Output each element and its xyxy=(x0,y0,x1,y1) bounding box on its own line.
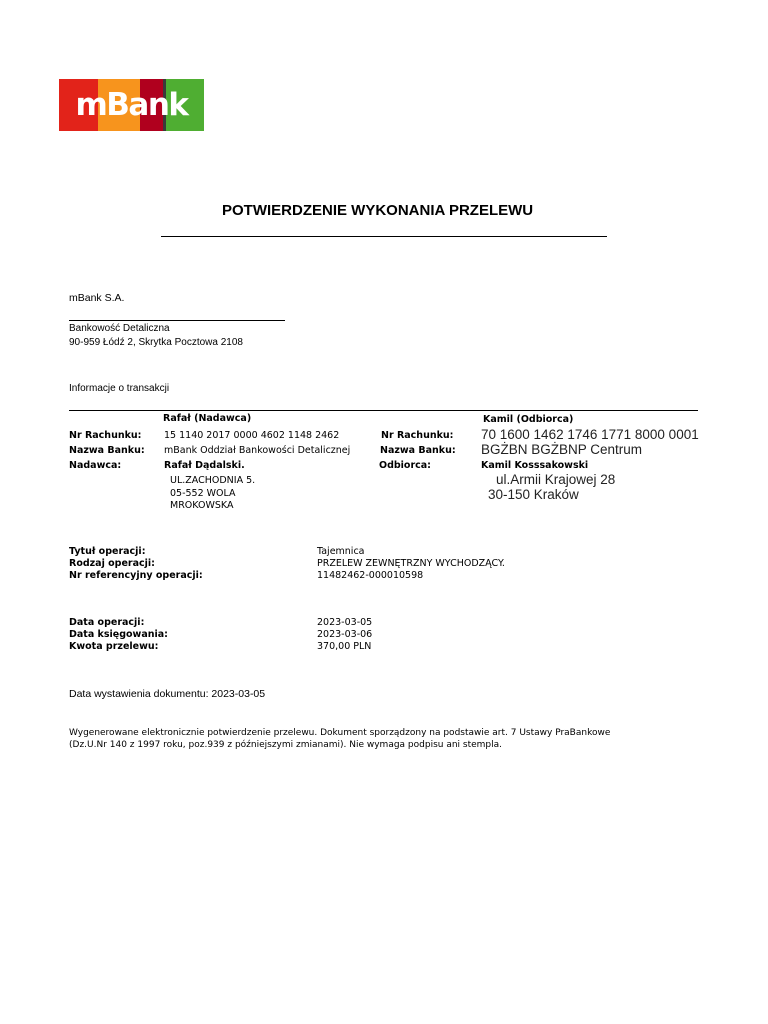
bank-division: Bankowość Detaliczna xyxy=(69,323,170,334)
operation-date-value: 2023-03-05 xyxy=(317,617,373,628)
recipient-account-label: Nr Rachunku: xyxy=(381,430,454,441)
transfer-amount-label: Kwota przelewu: xyxy=(69,641,159,652)
bank-underline xyxy=(69,320,285,321)
mbank-logo xyxy=(59,79,204,131)
sender-address-line: 05-552 WOLA xyxy=(170,488,236,499)
operation-type-label: Rodzaj operacji: xyxy=(69,558,155,569)
footer-note-line: (Dz.U.Nr 140 z 1997 roku, poz.939 z późniejszymi zmianami). Nie wymaga podpisu ani stempla. xyxy=(69,740,503,750)
sender-account-label: Nr Rachunku: xyxy=(69,430,142,441)
operation-title-label: Tytuł operacji: xyxy=(69,546,146,557)
recipient-header: Kamil (Odbiorca) xyxy=(483,414,574,425)
recipient-bank-label: Nazwa Banku: xyxy=(380,445,456,456)
bank-name: mBank S.A. xyxy=(69,292,125,304)
operation-title-value: Tajemnica xyxy=(317,546,365,557)
recipient-person: Kamil Kosssakowski xyxy=(481,460,589,471)
recipient-address-line: ul.Armii Krajowej 28 xyxy=(496,472,616,487)
sender-address-line: MROKOWSKA xyxy=(170,500,234,511)
sender-person: Rafał Dądalski. xyxy=(164,460,245,471)
recipient-person-label: Odbiorca: xyxy=(379,460,431,471)
sender-person-label: Nadawca: xyxy=(69,460,122,471)
sender-bank: mBank Oddział Bankowości Detalicznej xyxy=(164,445,351,456)
recipient-account: 70 1600 1462 1746 1771 8000 0001 xyxy=(481,427,699,442)
sender-bank-label: Nazwa Banku: xyxy=(69,445,145,456)
operation-date-label: Data operacji: xyxy=(69,617,145,628)
recipient-address-line: 30-150 Kraków xyxy=(488,487,579,502)
sender-address-line: UL.ZACHODNIA 5. xyxy=(170,475,256,486)
transaction-heading: Informacje o transakcji xyxy=(69,383,170,394)
booking-date-label: Data księgowania: xyxy=(69,629,168,640)
document-title: POTWIERDZENIE WYKONANIA PRZELEWU xyxy=(222,202,534,219)
recipient-bank: BGŻBN BGŻBNP Centrum xyxy=(481,442,643,457)
bank-address: 90-959 Łódź 2, Skrytka Pocztowa 2108 xyxy=(69,337,243,348)
logo-text: mBank xyxy=(75,87,188,123)
title-underline xyxy=(161,236,607,237)
sender-account: 15 1140 2017 0000 4602 1148 2462 xyxy=(164,430,340,441)
footer-note-line: Wygenerowane elektronicznie potwierdzenie przelewu. Dokument sporządzony na podstawie art. 7 Ustawy PraBankowe xyxy=(69,728,611,738)
transfer-amount-value: 370,00 PLN xyxy=(317,641,372,652)
transaction-rule xyxy=(69,410,698,411)
booking-date-value: 2023-03-06 xyxy=(317,629,373,640)
operation-ref-label: Nr referencyjny operacji: xyxy=(69,570,203,581)
operation-type-value: PRZELEW ZEWNĘTRZNY WYCHODZĄCY. xyxy=(317,558,505,569)
sender-header: Rafał (Nadawca) xyxy=(163,413,252,424)
operation-ref-value: 11482462-000010598 xyxy=(317,570,424,581)
document-issue-date: Data wystawienia dokumentu: 2023-03-05 xyxy=(69,688,266,700)
